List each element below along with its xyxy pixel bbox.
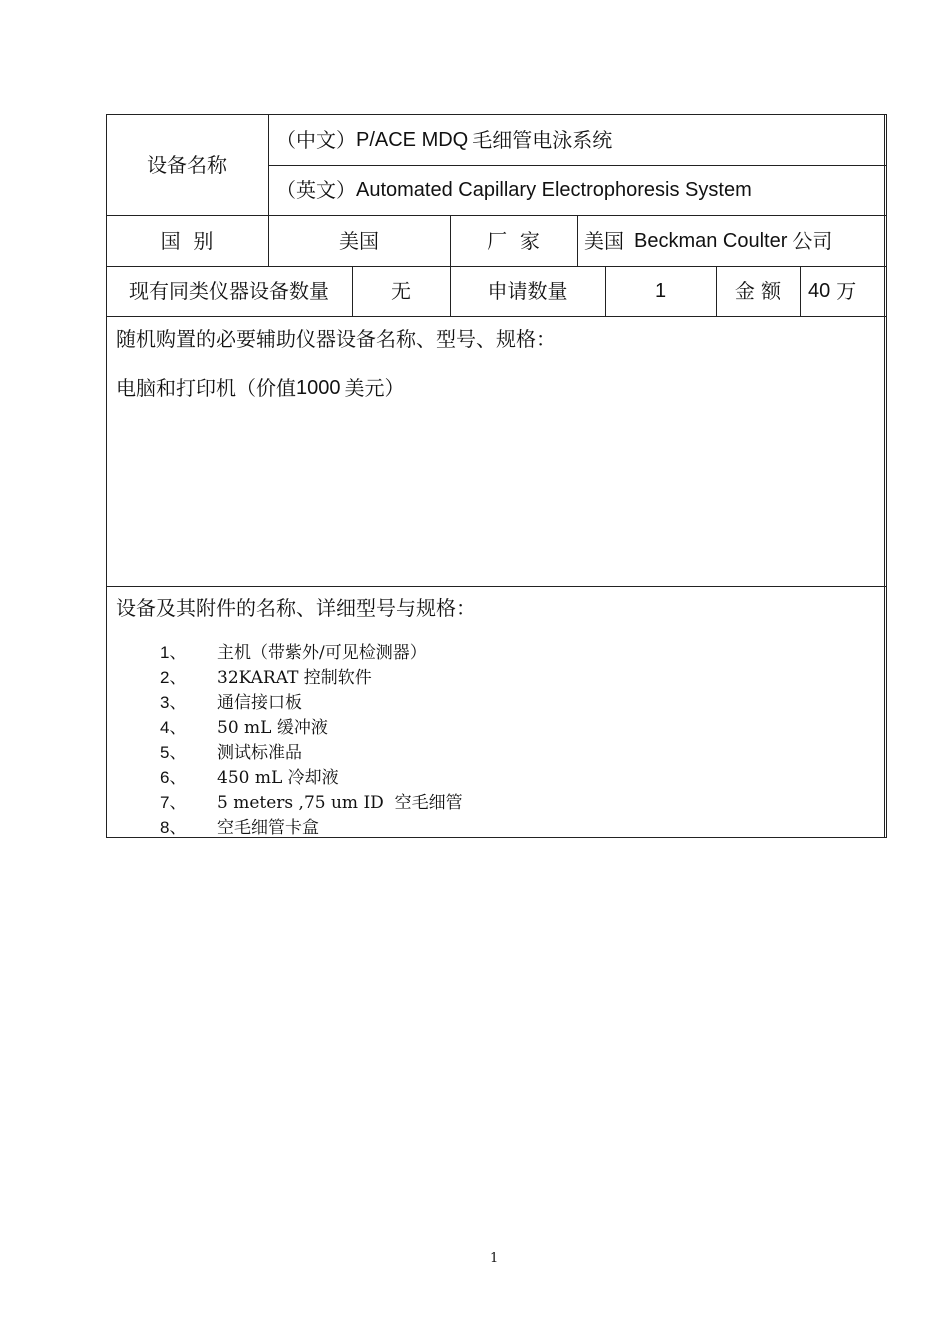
table-border-right-outer <box>886 114 887 838</box>
list-item-text: 测试标准品 <box>217 743 302 763</box>
list-item-number: 6、 <box>160 768 187 787</box>
chinese-prefix: （中文） <box>276 127 356 152</box>
list-item-text: 通信接口板 <box>217 693 302 713</box>
chinese-suffix: 毛细管电泳系统 <box>472 127 613 152</box>
equipment-name-english <box>276 165 876 215</box>
existing-quantity-value: 无 <box>391 279 411 303</box>
amount-unit: 万 <box>836 279 857 303</box>
column-divider <box>800 266 801 316</box>
table-border-right <box>884 114 885 838</box>
manufacturer-country: 美国 <box>584 228 624 253</box>
auxiliary-heading: 随机购置的必要辅助仪器设备名称、型号、规格： <box>116 327 556 351</box>
equipment-name-label: 设备名称 <box>147 152 227 177</box>
equipment-name-chinese <box>276 114 876 165</box>
list-item-text: 32KARAT 控制软件 <box>217 668 372 688</box>
country-value: 美国 <box>339 228 379 253</box>
requested-quantity-value: 1 <box>654 280 667 302</box>
english-name: Automated Capillary Electrophoresis System <box>356 179 752 201</box>
amount-number: 40 <box>808 280 831 302</box>
accessories-heading: 设备及其附件的名称、详细型号与规格： <box>116 596 476 620</box>
list-item-number: 8、 <box>160 818 187 837</box>
amount-value <box>808 266 884 316</box>
list-item-text: 5 meters ,75 um ID 空毛细管 <box>217 793 463 813</box>
list-item-number: 3、 <box>160 693 187 712</box>
english-prefix: （英文） <box>276 178 356 202</box>
manufacturer-label: 厂 家 <box>487 228 540 253</box>
row-divider <box>106 316 887 317</box>
auxiliary-content-number: 1000 <box>296 377 341 399</box>
chinese-model-name: P/ACE MDQ <box>356 128 469 151</box>
list-item-number: 2、 <box>160 668 187 687</box>
existing-quantity-label: 现有同类仪器设备数量 <box>129 279 329 303</box>
list-item-text: 主机（带紫外/可见检测器） <box>217 643 427 663</box>
manufacturer-suffix: 公司 <box>792 228 833 253</box>
auxiliary-content-prefix: 电脑和打印机（价值 <box>116 376 296 400</box>
list-item-number: 4、 <box>160 718 187 737</box>
requested-quantity-label: 申请数量 <box>487 279 568 303</box>
list-item-number: 5、 <box>160 743 187 762</box>
list-item-text: 空毛细管卡盒 <box>217 818 319 838</box>
list-item-text: 450 mL 冷却液 <box>217 768 339 788</box>
manufacturer-value <box>584 215 884 266</box>
auxiliary-content <box>116 375 405 401</box>
list-item-text: 50 mL 缓冲液 <box>217 718 328 738</box>
list-item-number: 1、 <box>160 643 187 662</box>
row-divider <box>106 586 887 587</box>
page-number: 1 <box>490 1251 499 1266</box>
column-divider <box>577 215 578 266</box>
auxiliary-content-suffix: 美元） <box>344 376 405 400</box>
amount-label: 金 额 <box>734 279 782 303</box>
list-item-number: 7、 <box>160 793 187 812</box>
country-label: 国 别 <box>160 228 214 253</box>
manufacturer-name: Beckman Coulter <box>634 229 788 252</box>
